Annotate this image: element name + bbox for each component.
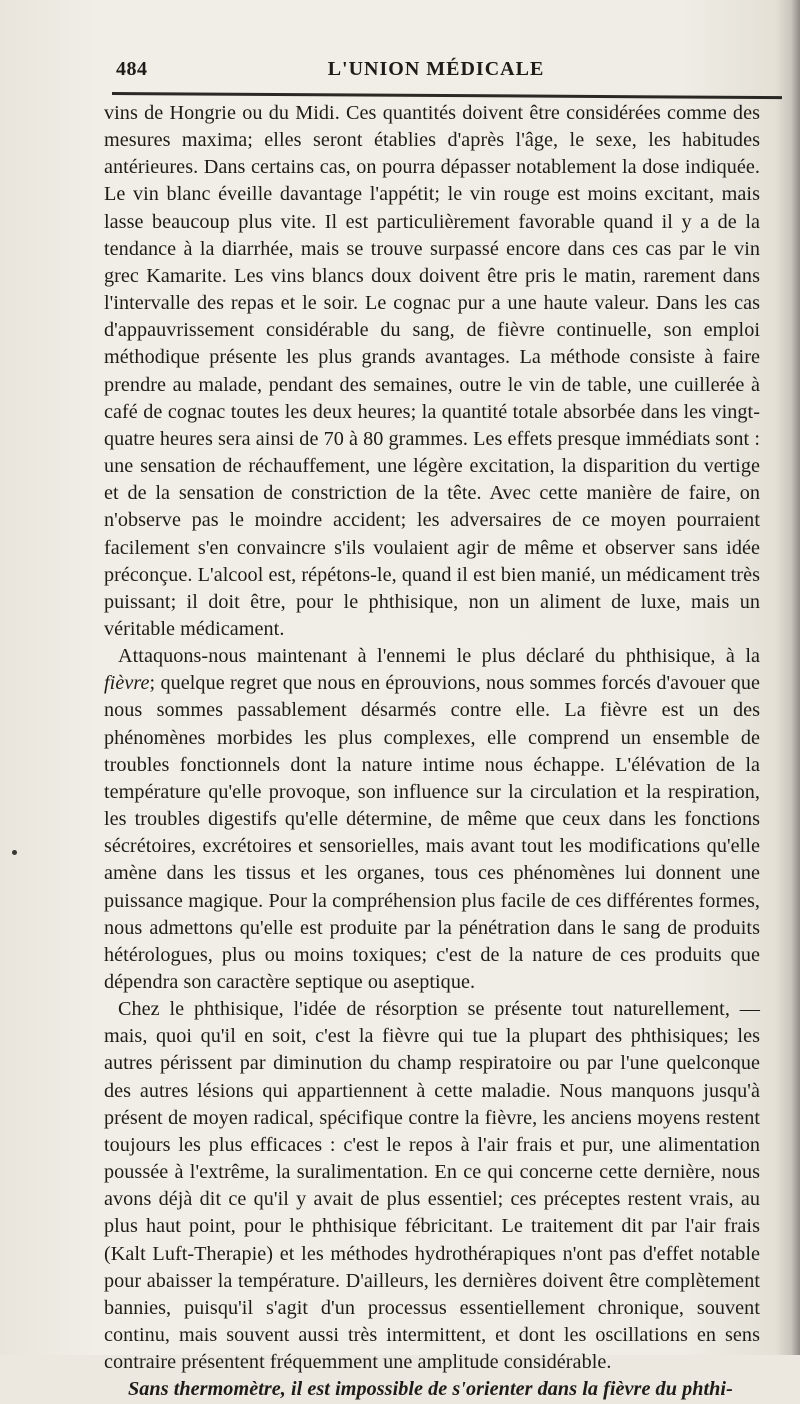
paragraph-fever [104, 643, 760, 996]
paragraph-fever-rest: ; quelque regret que nous en éprouvions, nous sommes forcés d'avouer que nous sommes passablement désarmés contre elle. La fièvre est un des phénomènes morbides les plus complexes, elle comprend un ensemble de troubles fonctionnels dont la nature intime nous échappe. L'élévation de la température qu'elle provoque, son influence sur la circulation et la respiration, les troubles digestifs qu'elle détermine, de même que ceux dans les fonctions sécrétoires, excrétoires et sensorielles, mais avant tout les modifications qu'elle amène dans les tissus et les organes, tous ces phénomènes lui donnent une puissance magique. Pour la compréhension plus facile de ces différentes formes, nous admettons qu'elle est produite par la pénétration dans le sang de produits hétérologues, plus ou moins toxiques; c'est de la nature de ces produits que dépendra son caractère septique ou aseptique. [104, 672, 760, 993]
page-header [116, 58, 756, 88]
running-title: L'UNION MÉDICALE [327, 58, 545, 80]
paragraph-resorption: Chez le phthisique, l'idée de résorption se présente tout naturellement, — mais, quoi qu'il en soit, c'est la fièvre qui tue la plupart des phthisiques; les autres périssent par diminution du champ respiratoire ou par l'une quelconque des autres lésions qui appartiennent à cette maladie. Nous manquons jusqu'à présent de moyen radical, spécifique contre la fièvre, les anciens moyens restent toujours les plus efficaces : c'est le repos à l'air frais et pur, une alimentation poussée à l'extrême, la suralimentation. En ce qui concerne cette dernière, nous avons déjà dit ce qu'il y avait de plus essentiel; ces préceptes restent vrais, au plus haut point, pour le phthisique fébricitant. Le traitement dit par l'air frais (Kalt Luft-Therapie) et les méthodes hydrothérapiques n'ont pas d'effet notable pour abaisser la température. D'ailleurs, les dernières doivent être complètement bannies, puisqu'il s'agit d'un processus essentiellement chronique, souvent continu, mais souvent aussi très intermittent, et dont les oscillations en sens contraire présentent fréquemment une amplitude considérable. [104, 998, 760, 1374]
header-rule [112, 92, 782, 99]
paragraph-thermometer: Sans thermomètre, il est impossible de s'orienter dans la fièvre du phthi- [128, 1378, 733, 1401]
paragraph-fever-italic-word: fièvre [104, 672, 150, 695]
paragraph-fever-start: Attaquons-nous maintenant à l'ennemi le plus déclaré du phthisique, à la [118, 645, 760, 668]
page-number: 484 [116, 58, 148, 80]
article-body [104, 100, 760, 1404]
margin-mark [12, 850, 17, 855]
paragraph-wine-and-cognac: vins de Hongrie ou du Midi. Ces quantités doivent être considérées comme des mesures maxima; elles seront établies d'après l'âge, le sexe, les habitudes antérieures. Dans certains cas, on pourra dépasser notablement la dose indiquée. Le vin blanc éveille davantage l'appétit; le vin rouge est moins excitant, mais lasse beaucoup plus vite. Il est particulièrement favorable quand il y a de la tendance à la diarrhée, mais se trouve surpassé encore dans ces cas par le vin grec Kamarite. Les vins blancs doux doivent être pris le matin, rarement dans l'intervalle des repas et le soir. Le cognac pur a une haute valeur. Dans les cas d'appauvrissement considérable du sang, de fièvre continuelle, son emploi méthodique présente les plus grands avantages. La méthode consiste à faire prendre au malade, pendant des semaines, outre le vin de table, une cuillerée à café de cognac toutes les deux heures; la quantité totale absorbée dans les vingt-quatre heures sera ainsi de 70 à 80 grammes. Les effets presque immédiats sont : une sensation de réchauffement, une légère excitation, la disparition du vertige et de la sensation de constriction de la tête. Avec cette manière de faire, on n'observe pas le moindre accident; les adversaires de ce moyen pourraient facilement s'en convaincre s'ils voulaient agir de même et observer sans idée préconçue. L'alcool est, répétons-le, quand il est bien manié, un médicament très puissant; il doit être, pour le phthisique, non un aliment de luxe, mais un véritable médicament. [104, 102, 760, 640]
book-spine-shadow [790, 0, 800, 1355]
